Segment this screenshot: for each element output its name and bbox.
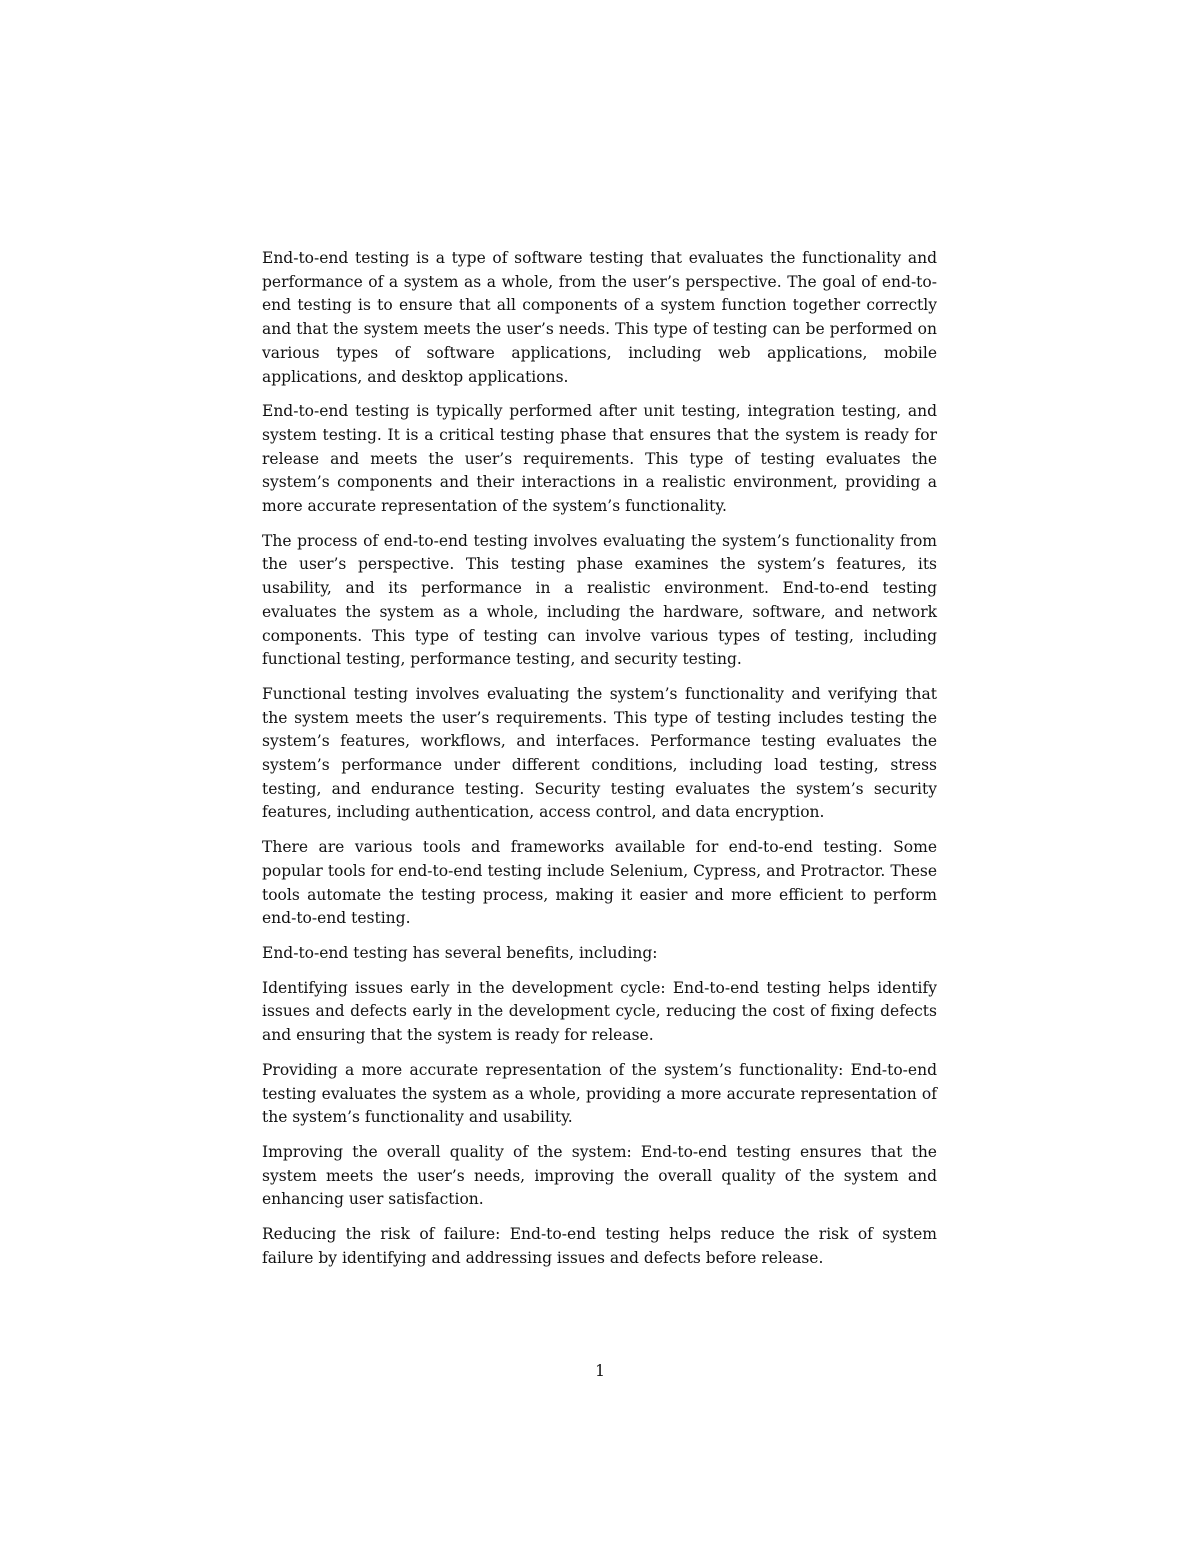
paragraph-4: Functional testing involves evaluating the system’s functionality and verifying that the system meets the user’s requirements. This type of testing includes testing the system’s features, workflows, and interfaces. Performance testing evaluates the system’s performance under different conditions, including load testing, stress testing, and endurance testing. Security testing evaluates the system’s security features, including authentication, access control, and data encryption. [262,684,937,822]
paragraph-6: End-to-end testing has several benefits, including: [262,943,658,962]
paragraph-5: There are various tools and frameworks available for end-to-end testing. Some popular tools for end-to-end testing include Selenium, Cypress, and Protractor. These tools automate the testing process, making it easier and more efficient to perform end-to-end testing. [262,838,937,928]
paragraph-7: Identifying issues early in the development cycle: End-to-end testing helps identify issues and defects early in the development cycle, reducing the cost of fixing defects and ensuring that the system is ready for release. [262,978,937,1045]
body-text [262,247,937,1281]
paragraph-2: End-to-end testing is typically performed after unit testing, integration testing, and system testing. It is a critical testing phase that ensures that the system is ready for release and meets the user’s requirements. This type of testing evaluates the system’s components and their interactions in a realistic environment, providing a more accurate representation of the system’s functionality. [262,402,937,516]
paragraph-10: Reducing the risk of failure: End-to-end testing helps reduce the risk of system failure by identifying and addressing issues and defects before release. [262,1225,937,1267]
paragraph-1: End-to-end testing is a type of software testing that evaluates the functionality and performance of a system as a whole, from the user’s perspective. The goal of end-to-end testing is to ensure that all components of a system function together correctly and that the system meets the user’s needs. This type of testing can be performed on various types of software applications, including web applications, mobile applications, and desktop applications. [262,249,937,386]
paragraph-9: Improving the overall quality of the system: End-to-end testing ensures that the system meets the user’s needs, improving the overall quality of the system and enhancing user satisfaction. [262,1142,937,1209]
page-number: 1 [595,1362,605,1380]
paragraph-3: The process of end-to-end testing involves evaluating the system’s functionality from the user’s perspective. This testing phase examines the system’s features, its usability, and its performance in a realistic environment. End-to-end testing evaluates the system as a whole, including the hardware, software, and network components. This type of testing can involve various types of testing, including functional testing, performance testing, and security testing. [262,531,937,669]
paragraph-8: Providing a more accurate representation of the system’s functionality: End-to-end testing evaluates the system as a whole, providing a more accurate representation of the system’s functionality and usability. [262,1060,937,1127]
